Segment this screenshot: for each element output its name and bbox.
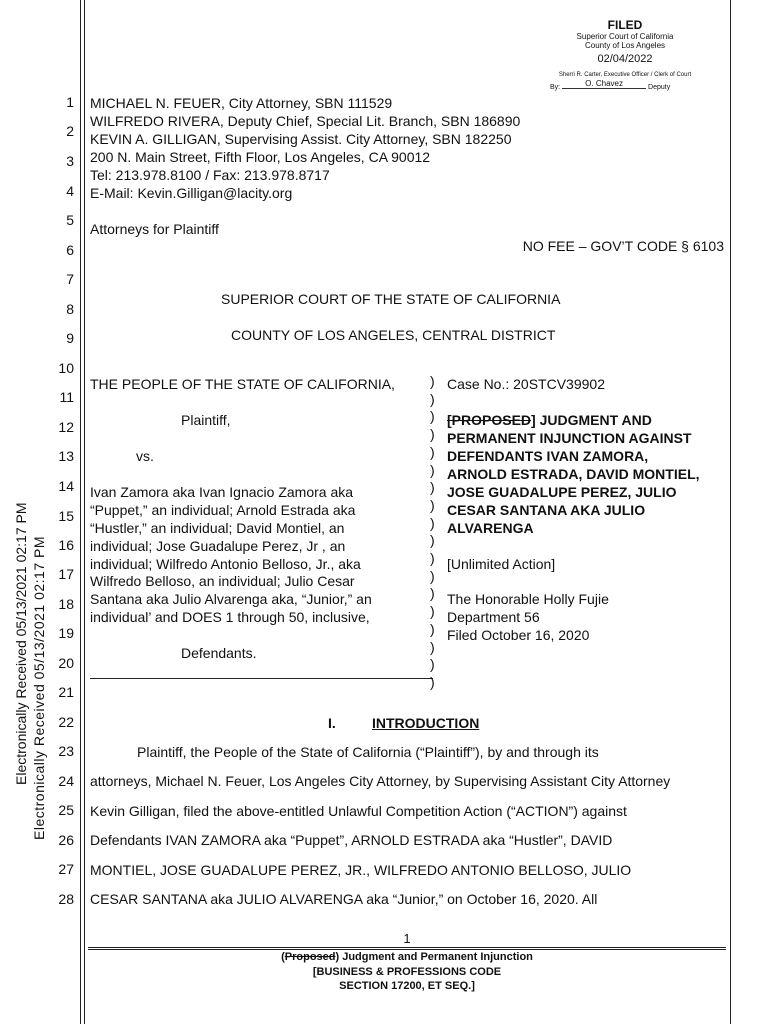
line-number: 23 (58, 743, 74, 759)
stamp-by-label: By: (550, 84, 561, 91)
line-number: 10 (58, 360, 74, 376)
stamp-date: 02/04/2022 (597, 53, 653, 65)
body-line: CESAR SANTANA aka JULIO ALVARENGA aka “Junior,” on October 16, 2020. All (90, 891, 598, 907)
attorney-line: WILFREDO RIVERA, Deputy Chief, Special Lit. Branch, SBN 186890 (90, 113, 521, 129)
line-number: 27 (58, 861, 74, 877)
judge-name: The Honorable Holly Fujie (447, 591, 609, 607)
page-number: 1 (403, 931, 411, 946)
footer-title (88, 951, 726, 964)
attorney-line: 200 N. Main Street, Fifth Floor, Los Angeles, CA 90012 (90, 149, 431, 165)
stamp-county: County of Los Angeles (584, 41, 666, 50)
footer-open-paren: ( (281, 951, 285, 963)
stamp-deputy-name: O. Chavez (562, 79, 646, 89)
stamp-deputy-label: Deputy (648, 84, 671, 91)
title-struck-proposed: [PROPOSED (447, 412, 532, 428)
footer-struck-proposed: Proposed (284, 951, 336, 963)
defendants-line: Santana aka Julio Alvarenga aka, “Junior,” an (90, 591, 372, 607)
caption-paren: ) (430, 603, 435, 620)
court-county: COUNTY OF LOS ANGELES, CENTRAL DISTRICT (231, 327, 556, 343)
caption-paren: ) (430, 479, 435, 496)
line-number: 24 (58, 773, 74, 789)
margin-rule-left-1 (80, 0, 81, 1024)
plaintiff-name: THE PEOPLE OF THE STATE OF CALIFORNIA, (90, 376, 395, 392)
action-type: [Unlimited Action] (447, 556, 556, 572)
line-number: 16 (58, 537, 74, 553)
margin-rule-left-2 (84, 0, 85, 1024)
footer-rule-top (88, 947, 726, 948)
line-number: 18 (58, 596, 74, 612)
caption-paren: ) (430, 408, 435, 425)
caption-paren: ) (430, 656, 435, 673)
body-line: Plaintiff, the People of the State of California (“Plaintiff”), by and through its (137, 744, 599, 760)
filed-label: FILED (607, 18, 643, 32)
caption-bottom-rule (90, 678, 433, 679)
line-number: 7 (66, 271, 74, 287)
section-number: I. (328, 715, 336, 731)
department: Department 56 (447, 609, 540, 625)
filed-stamp (530, 18, 720, 92)
caption-paren: ) (430, 426, 435, 443)
defendants-line: Ivan Zamora aka Ivan Ignacio Zamora aka (90, 484, 354, 500)
body-line: attorneys, Michael N. Feuer, Los Angeles City Attorney, by Supervising Assistant City Attorney (90, 773, 671, 789)
line-number: 28 (58, 891, 74, 907)
body-line: Kevin Gilligan, filed the above-entitled Unlawful Competition Action (“ACTION”) against (90, 803, 627, 819)
defendants-line: “Hustler,” an individual; David Montiel, an (90, 520, 345, 536)
attorney-line: Tel: 213.978.8100 / Fax: 213.978.8717 (90, 167, 330, 183)
line-number: 26 (58, 832, 74, 848)
caption-paren: ) (430, 585, 435, 602)
footer-rule-top-2 (88, 949, 726, 950)
line-number: 25 (58, 802, 74, 818)
attorney-line: MICHAEL N. FEUER, City Attorney, SBN 111529 (90, 95, 393, 111)
stamp-by-line (530, 79, 720, 92)
defendants-line: “Puppet,” an individual; Arnold Estrada aka (90, 502, 356, 518)
line-number: 6 (66, 242, 74, 258)
document-title-line (447, 412, 652, 429)
caption-paren: ) (430, 673, 435, 690)
versus-label: vs. (136, 448, 154, 464)
body-line: MONTIEL, JOSE GUADALUPE PEREZ, JR., WILFREDO ANTONIO BELLOSO, JULIO (90, 862, 632, 878)
document-title-line: PERMANENT INJUNCTION AGAINST (447, 430, 692, 446)
line-number: 19 (58, 625, 74, 641)
document-title-line: DEFENDANTS IVAN ZAMORA, (447, 448, 649, 464)
line-number: 5 (66, 212, 74, 228)
line-number: 14 (58, 478, 74, 494)
line-number: 13 (58, 448, 74, 464)
defendants-line: individual; Wilfredo Antonio Belloso, Jr., aka (90, 556, 361, 572)
attorney-email: E-Mail: Kevin.Gilligan@lacity.org (90, 185, 293, 201)
caption-paren: ) (430, 373, 435, 389)
caption-paren: ) (430, 461, 435, 478)
line-number: 1 (66, 94, 74, 110)
case-number: Case No.: 20STCV39902 (447, 376, 605, 392)
line-number: 21 (58, 684, 74, 700)
line-number: 17 (58, 566, 74, 582)
attorneys-for: Attorneys for Plaintiff (90, 221, 219, 237)
caption-paren: ) (430, 620, 435, 637)
line-number: 3 (66, 153, 74, 169)
margin-rule-right (730, 0, 731, 1024)
section-heading: INTRODUCTION (372, 715, 480, 731)
caption-paren: ) (430, 443, 435, 460)
document-title-line: CESAR SANTANA AKA JULIO (447, 502, 646, 518)
footer-code-line: [BUSINESS & PROFESSIONS CODE (312, 966, 502, 978)
footer-code-line: SECTION 17200, ET SEQ.] (339, 980, 475, 992)
caption-paren: ) (430, 550, 435, 567)
line-number: 11 (59, 389, 74, 405)
caption-paren: ) (430, 532, 435, 549)
attorney-line: KEVIN A. GILLIGAN, Supervising Assist. City Attorney, SBN 182250 (90, 131, 512, 147)
caption-paren: ) (430, 496, 435, 513)
document-title-line: ARNOLD ESTRADA, DAVID MONTIEL, (447, 466, 700, 482)
defendants-line: Wilfredo Belloso, an individual; Julio Cesar (90, 573, 355, 589)
title-rest: ] JUDGMENT AND (531, 412, 652, 428)
line-number: 20 (58, 655, 74, 671)
caption-paren-column (430, 373, 435, 692)
body-line: Defendants IVAN ZAMORA aka “Puppet”, ARNOLD ESTRADA aka “Hustler”, DAVID (90, 832, 613, 848)
court-name: SUPERIOR COURT OF THE STATE OF CALIFORNIA (221, 291, 561, 307)
line-number: 2 (66, 123, 74, 139)
defendants-line: individual; Jose Guadalupe Perez, Jr , an (90, 538, 346, 554)
caption-paren: ) (430, 638, 435, 655)
side-received-stamp-1: Electronically Received 05/13/2021 02:17 PM (13, 502, 29, 785)
filed-date: Filed October 16, 2020 (447, 627, 590, 643)
line-number: 8 (66, 301, 74, 317)
line-number: 22 (58, 714, 74, 730)
document-title-line: ALVARENGA (447, 520, 534, 536)
document-title-line: JOSE GUADALUPE PEREZ, JULIO (447, 484, 677, 500)
stamp-court: Superior Court of California (576, 32, 674, 41)
defendants-label: Defendants. (181, 645, 257, 661)
stamp-clerk: Sherri R. Carter, Executive Officer / Clerk of Court (558, 72, 692, 78)
no-fee-notice: NO FEE – GOV’T CODE § 6103 (522, 238, 724, 254)
plaintiff-label: Plaintiff, (181, 412, 231, 428)
caption-paren: ) (430, 567, 435, 584)
line-number: 12 (58, 419, 74, 435)
defendants-line: individual’ and DOES 1 through 50, inclusive, (90, 609, 370, 625)
line-number: 4 (66, 183, 74, 199)
caption-paren: ) (430, 390, 435, 407)
caption-paren: ) (430, 514, 435, 531)
side-received-stamp-2: Electronically Received 05/13/2021 02:17 PM (31, 535, 47, 840)
line-number: 9 (66, 330, 74, 346)
footer-title-rest: ) Judgment and Permanent Injunction (335, 951, 533, 963)
line-number: 15 (58, 508, 74, 524)
